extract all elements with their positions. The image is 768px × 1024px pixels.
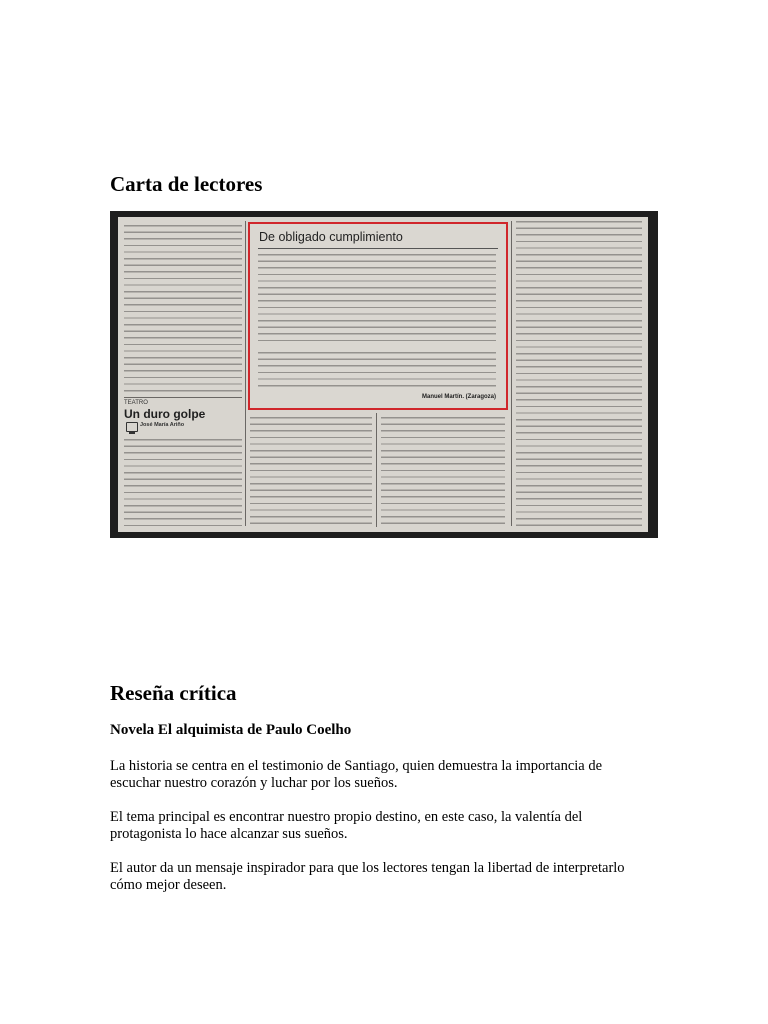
headline-rule [258, 248, 498, 249]
text-column [516, 221, 642, 527]
column-divider [245, 221, 246, 526]
section-tag: TEATRO [124, 400, 148, 406]
section-rule [124, 397, 242, 398]
newspaper-clipping-image [110, 211, 658, 538]
newspaper-page [118, 217, 648, 532]
byline: José María Ariño [140, 422, 185, 428]
letter-text [258, 254, 496, 346]
letter-text [258, 352, 496, 388]
computer-icon [126, 422, 138, 432]
section-title-carta: Carta de lectores [110, 172, 263, 196]
review-paragraph: El autor da un mensaje inspirador para que los lectores tengan la libertad de interpretarlo cómo mejor deseen. [110, 860, 625, 893]
section-title-resena: Reseña crítica [110, 681, 237, 705]
letter-headline: De obligado cumplimiento [259, 230, 403, 244]
text-column [381, 417, 505, 527]
review-paragraph: El tema principal es encontrar nuestro propio destino, en este caso, la valentía del protagonista lo hace alcanzar sus sueños. [110, 809, 583, 842]
review-subtitle: Novela El alquimista de Paulo Coelho [110, 722, 352, 738]
text-column [250, 417, 372, 527]
column-divider [376, 413, 377, 527]
column-divider [511, 221, 512, 526]
review-paragraph: La historia se centra en el testimonio de Santiago, quien demuestra la importancia de escuchar nuestro corazón y luchar por los sueños. [110, 758, 603, 791]
section-headline: Un duro golpe [124, 407, 206, 421]
text-column [124, 225, 242, 393]
letter-signature: Manuel Martín. (Zaragoza) [421, 394, 496, 400]
letter-box [248, 222, 508, 410]
text-column [124, 439, 242, 527]
